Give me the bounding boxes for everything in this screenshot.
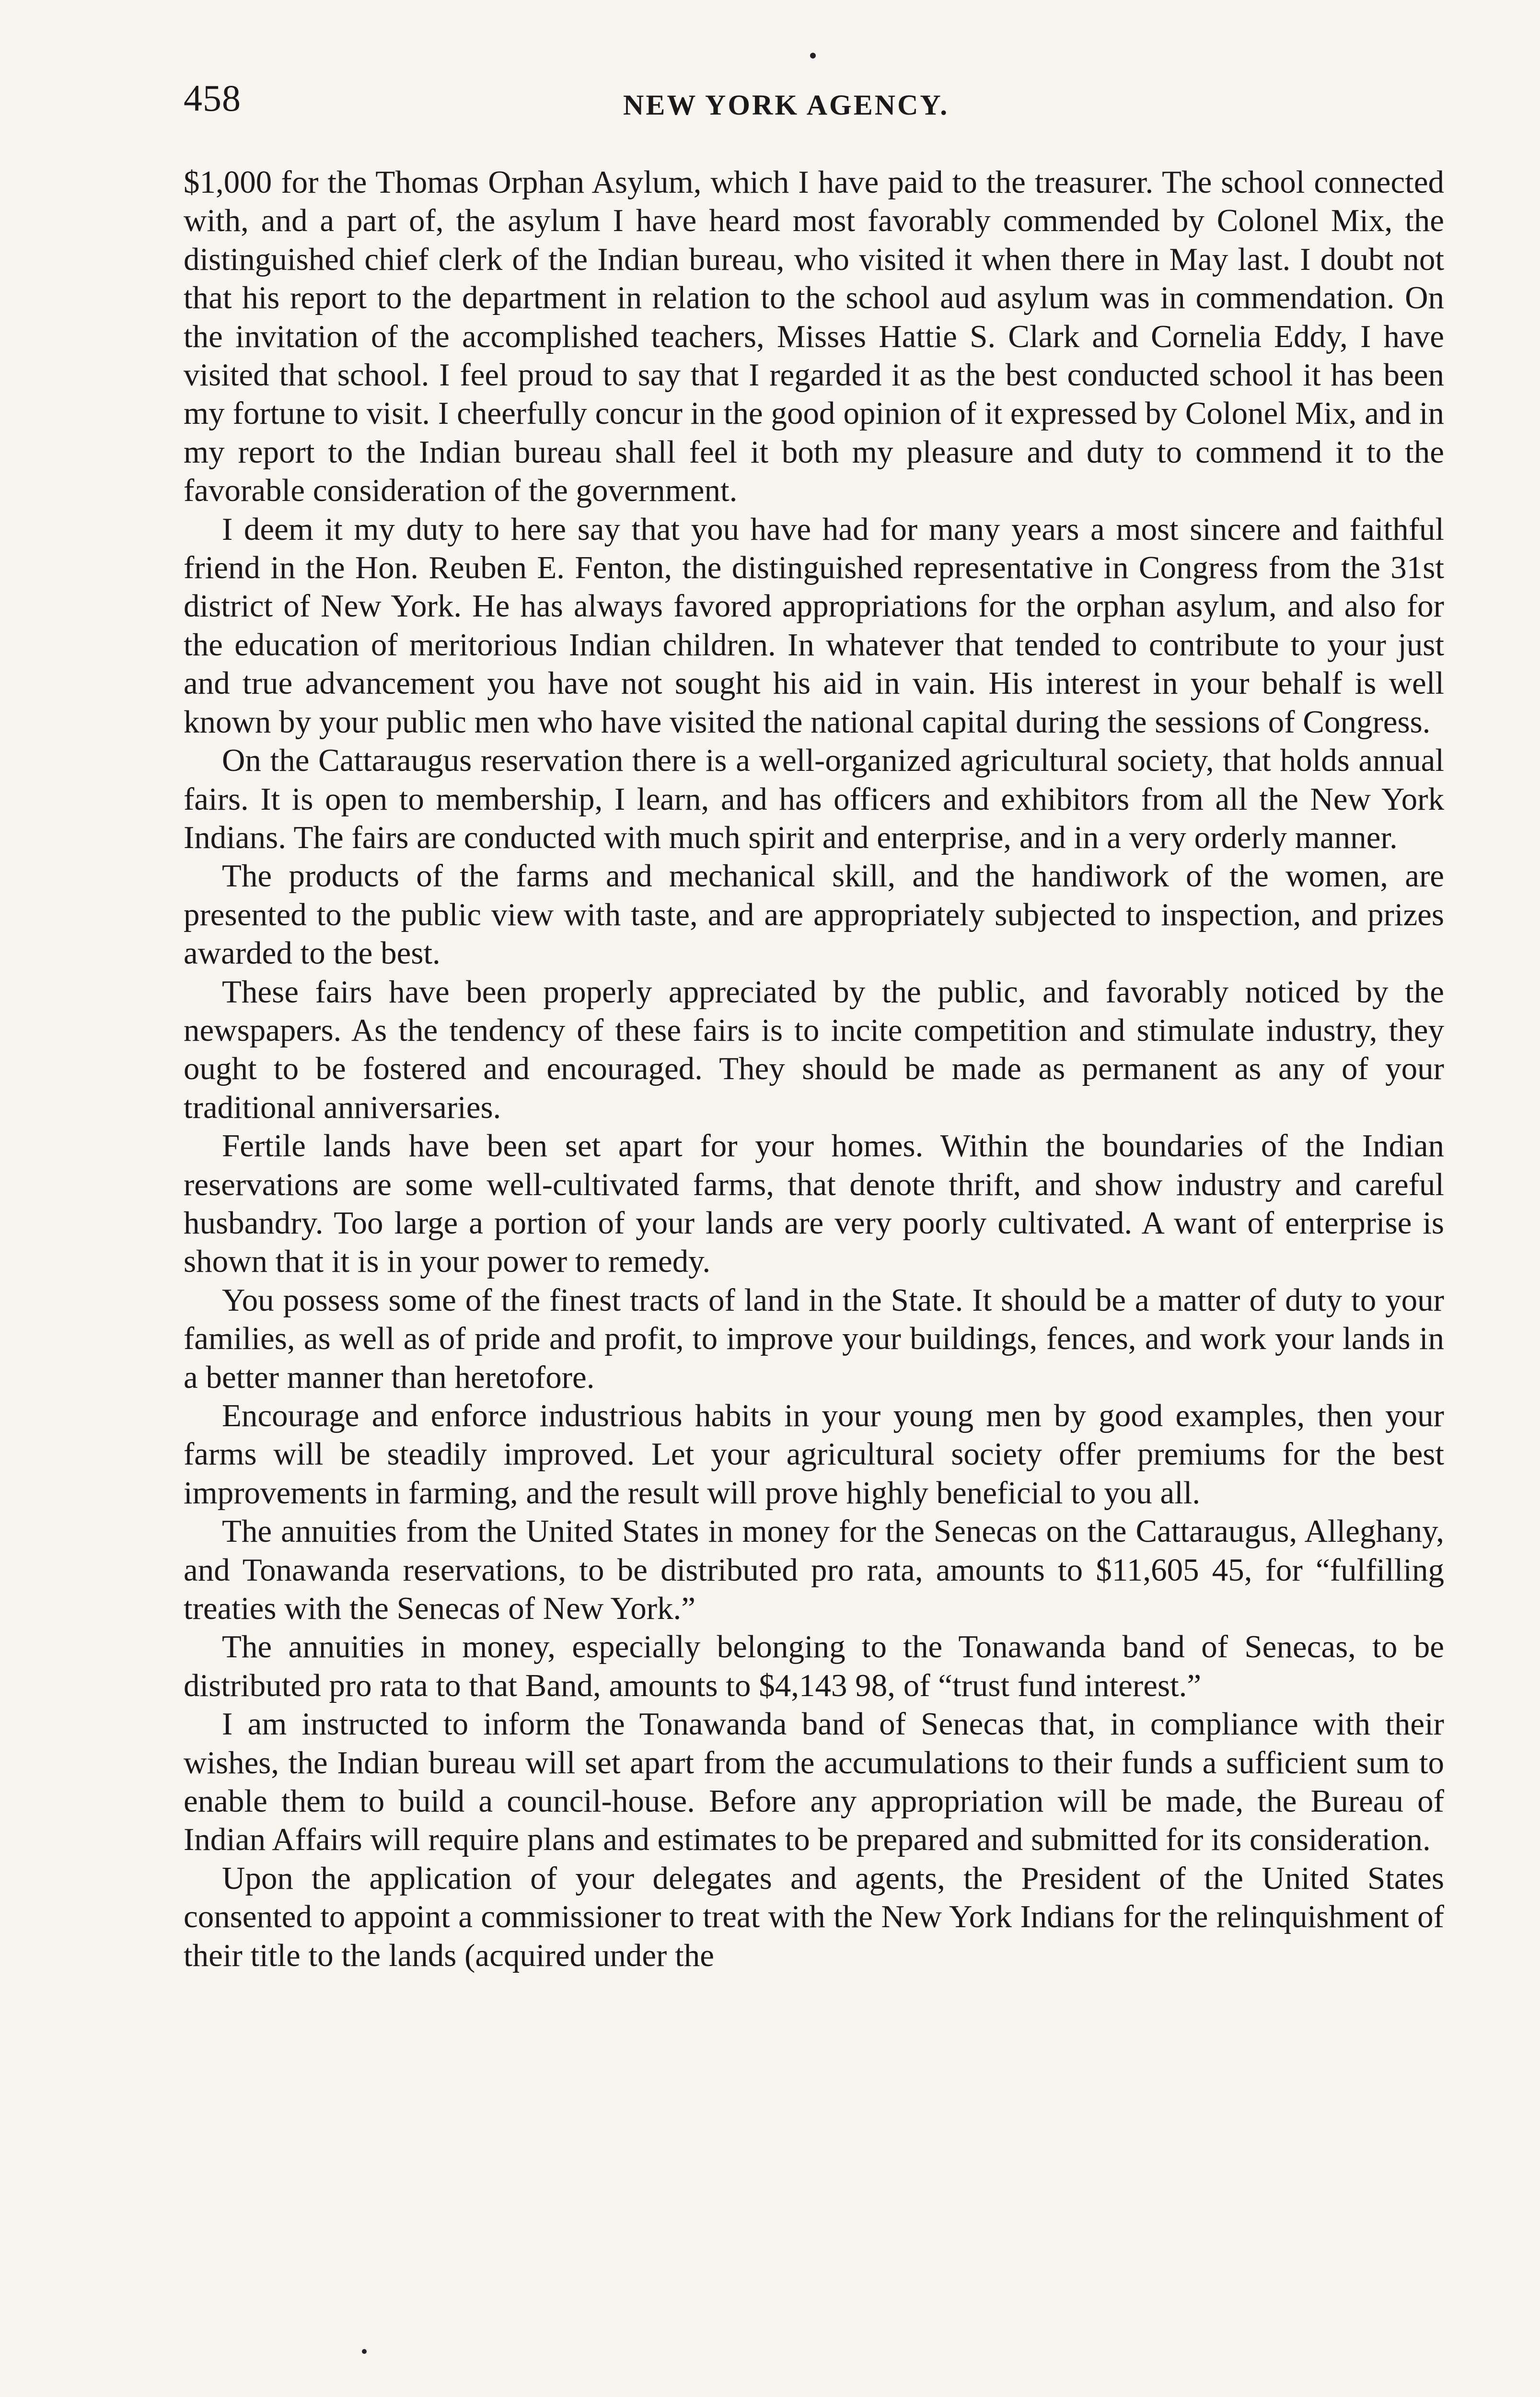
paragraph: The annuities in money, especially belonging to the Tonawanda band of Senecas, to be distributed pro rata to that Band, amounts to $4,143 98, of “trust fund interest.” (184, 1629, 1444, 1703)
running-head: NEW YORK AGENCY. (623, 89, 949, 121)
paragraph: $1,000 for the Thomas Orphan Asylum, which I have paid to the treasurer. The school connected with, and a part of, the asylum I have heard most favorably commended by Colonel Mix, the distinguished chief clerk of the Indian bureau, who visited it when there in May last. I doubt not that his report to the department in relation to the school aud asylum was in commendation. On the invitation of the accomplished teachers, Misses Hattie S. Clark and Cornelia Eddy, I have visited that school. I feel proud to say that I regarded it as the best conducted school it has been my fortune to visit. I cheerfully concur in the good opinion of it expressed by Colonel Mix, and in my report to the Indian bureau shall feel it both my pleasure and duty to commend it to the favorable consideration of the government. (184, 164, 1444, 509)
paragraph: Encourage and enforce industrious habits in your young men by good examples, then your farms will be steadily improved. Let your agricultural society offer premiums for the best improvements in farming, and the result will prove highly beneficial to you all. (184, 1398, 1444, 1511)
paragraph: These fairs have been properly appreciated by the public, and favorably noticed by the newspapers. As the tendency of these fairs is to incite competition and stimulate industry, they ought to be fostered and encouraged. They should be made as permanent as any of your traditional anniversaries. (184, 974, 1444, 1125)
paragraph: The products of the farms and mechanical skill, and the handiwork of the women, are presented to the public view with taste, and are appropriately subjected to inspection, and prizes awarded to the best. (184, 858, 1444, 971)
paragraph: Upon the application of your delegates and agents, the President of the United States consented to appoint a commissioner to treat with the New York Indians for the relinquishment of their title to the lands (acquired under the (184, 1860, 1444, 1973)
paragraph: I am instructed to inform the Tonawanda band of Senecas that, in compliance with their wishes, the Indian bureau will set apart from the accumulations to their funds a sufficient sum to enable them to build a council-house. Before any appropriation will be made, the Bureau of Indian Affairs will require plans and estimates to be prepared and submitted for its consideration. (184, 1706, 1444, 1858)
paragraph: You possess some of the finest tracts of land in the State. It should be a matter of duty to your families, as well as of pride and profit, to improve your buildings, fences, and work your lands in a better manner than heretofore. (184, 1282, 1444, 1395)
paragraph: On the Cattaraugus reservation there is a well-organized agricultural society, that holds annual fairs. It is open to membership, I learn, and has officers and exhibitors from all the New York Indians. The fairs are conducted with much spirit and enterprise, and in a very orderly manner. (184, 743, 1444, 855)
paragraph: I deem it my duty to here say that you have had for many years a most sincere and faithful friend in the Hon. Reuben E. Fenton, the distinguished representative in Congress from the 31st district of New York. He has always favored appropriations for the orphan asylum, and also for the education of meritorious Indian children. In whatever that tended to contribute to your just and true advancement you have not sought his aid in vain. His interest in your behalf is well known by your public men who have visited the national capital during the sessions of Congress. (184, 511, 1444, 740)
print-speck (362, 2349, 367, 2354)
paragraph: Fertile lands have been set apart for your homes. Within the boundaries of the Indian reservations are some well-cultivated farms, that denote thrift, and show industry and careful husbandry. Too large a portion of your lands are very poorly cultivated. A want of enterprise is shown that it is in your power to remedy. (184, 1128, 1444, 1280)
body-text (184, 163, 1444, 1975)
paragraph: The annuities from the United States in money for the Senecas on the Cattaraugus, Alleghany, and Tonawanda reservations, to be distributed pro rata, amounts to $11,605 45, for “fulfilling treaties with the Senecas of New York.” (184, 1513, 1444, 1627)
print-speck (810, 53, 816, 58)
page-number: 458 (184, 77, 241, 119)
